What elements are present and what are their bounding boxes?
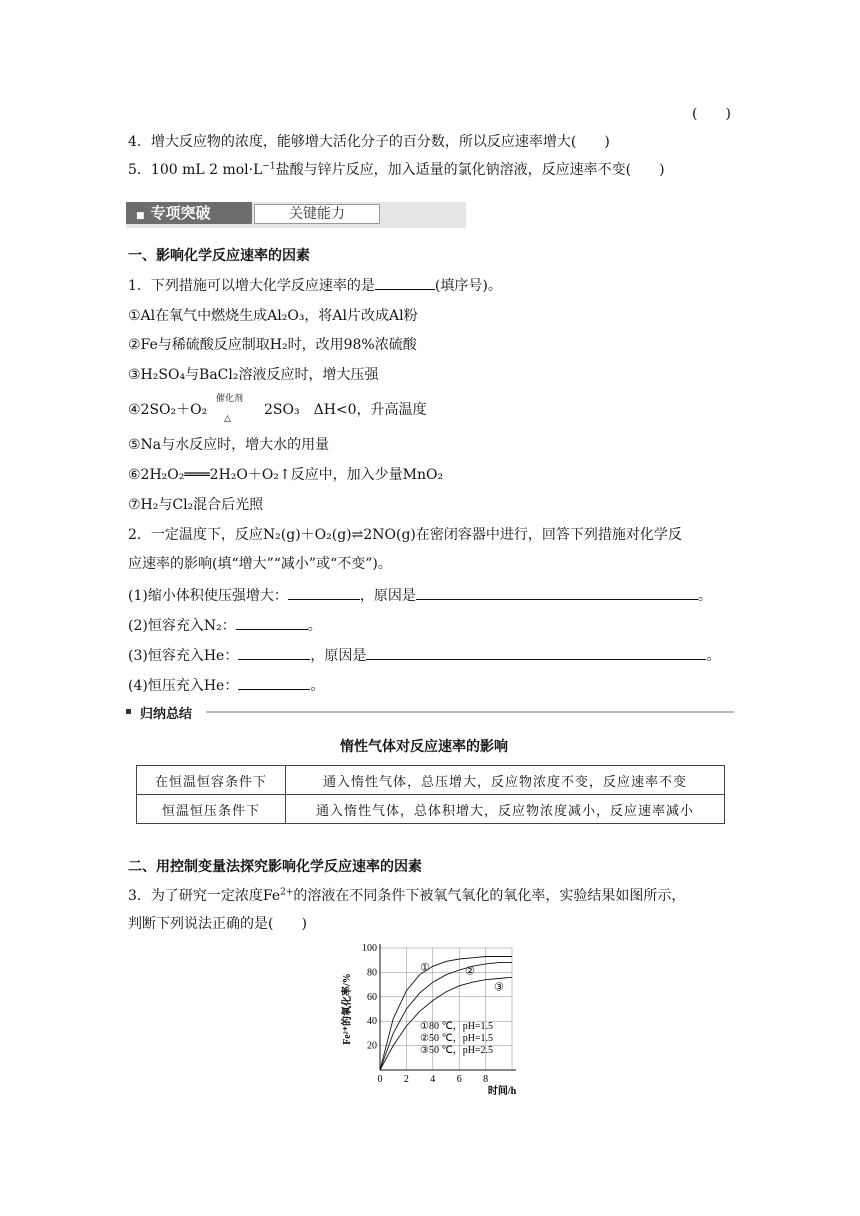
q2-4-text: (4)恒压充入He：	[128, 678, 239, 694]
question-2-4	[128, 675, 324, 696]
option-4-left: ④2SO₂＋O₂	[128, 402, 208, 418]
table-cell: 通入惰性气体，总压增大，反应物浓度不变，反应速率不变	[286, 766, 725, 795]
section-banner	[126, 202, 466, 228]
inert-gas-table	[136, 765, 725, 824]
legend-entry: ③50 ℃，pH=2.5	[420, 1045, 494, 1057]
question-2-line1: 2．一定温度下，反应N₂(g)＋O₂(g)⇌2NO(g)在密闭容器中进行，回答下列措施对化学反	[128, 527, 682, 543]
x-tick-label: 8	[483, 1074, 489, 1085]
q3-rest: 的溶液在不同条件下被氧气氧化的氧化率，实验结果如图所示，	[293, 888, 686, 904]
option-4-heat: △	[224, 414, 231, 424]
q2-4-end: 。	[310, 678, 325, 694]
question-3-line1	[128, 886, 685, 906]
q2-1-text: (1)缩小体积使压强增大：	[128, 588, 288, 604]
q2-3-end: 。	[706, 648, 721, 664]
q2-2-text: (2)恒容充入N₂：	[128, 618, 236, 634]
q2-3-text: (3)恒容充入He：	[128, 648, 239, 664]
q2-1-blank-a[interactable]	[288, 585, 360, 600]
question-5-sup: −1	[262, 161, 276, 172]
summary-rule	[206, 711, 734, 713]
y-tick-label: 100	[362, 943, 377, 954]
q2-4-blank[interactable]	[238, 675, 310, 690]
section1-heading: 一、影响化学反应速率的因素	[128, 248, 310, 264]
table-cell: 通入惰性气体，总体积增大，反应物浓度减小，反应速率减小	[286, 795, 725, 824]
summary-label: 归纳总结	[140, 707, 193, 722]
x-tick-label: 4	[430, 1074, 436, 1085]
x-tick-label: 6	[456, 1074, 462, 1085]
section2-heading: 二、用控制变量法探究影响化学反应速率的因素	[128, 859, 422, 875]
option-5: ⑤Na与水反应时，增大水的用量	[128, 437, 330, 453]
table-cell: 恒温恒压条件下	[137, 795, 286, 824]
option-1: ①Al在氧气中燃烧生成Al₂O₃，将Al片改成Al粉	[128, 308, 418, 324]
x-tick-label: 0	[377, 1074, 383, 1085]
question-2-3	[128, 645, 720, 666]
q2-3-mid: ，原因是	[310, 648, 367, 664]
legend-entry: ①80 ℃，pH=1.5	[420, 1021, 494, 1033]
banner-dark-tab	[126, 202, 252, 224]
x-axis-label: 时间/h	[487, 1086, 517, 1095]
banner-light-label: 关键能力	[254, 204, 380, 224]
q2-2-blank[interactable]	[236, 615, 308, 630]
summary-bar	[126, 704, 734, 720]
y-axis-label: Fe²⁺的氧化率/%	[342, 973, 353, 1045]
question-2-2	[128, 615, 322, 636]
option-6: ⑥2H₂O₂═══2H₂O＋O₂↑反应中，加入少量MnO₂	[128, 467, 444, 483]
question-1	[128, 275, 502, 296]
q2-3-blank-b[interactable]	[366, 645, 706, 660]
y-tick-label: 60	[367, 991, 377, 1003]
q2-3-blank-a[interactable]	[238, 645, 310, 660]
option-4-right: 2SO₃ ΔH<0，升高温度	[264, 402, 427, 418]
q3-text: 3．为了研究一定浓度Fe	[128, 888, 281, 904]
q2-1-blank-b[interactable]	[416, 585, 698, 600]
legend-entry: ②50 ℃，pH=1.5	[420, 1033, 494, 1045]
option-7: ⑦H₂与Cl₂混合后光照	[128, 497, 264, 513]
y-tick-label: 20	[367, 1040, 377, 1052]
question-4: 4．增大反应物的浓度，能够增大活化分子的百分数，所以反应速率增大( )	[128, 134, 610, 150]
question-5-text: 5．100 mL 2 mol·L	[128, 162, 263, 178]
table-row	[137, 795, 725, 824]
option-3: ③H₂SO₄与BaCl₂溶液反应时，增大压强	[128, 367, 379, 383]
table-title: 惰性气体对反应速率的影响	[340, 739, 508, 755]
question-3-line2: 判断下列说法正确的是( )	[128, 916, 307, 932]
question-5	[128, 160, 665, 180]
q2-2-end: 。	[307, 618, 322, 634]
question-2-line2: 应速率的影响(填“增大”“减小”或“不变”)。	[128, 556, 392, 572]
y-tick-label: 40	[367, 1016, 377, 1028]
table-row	[137, 766, 725, 795]
series-marker: ③	[493, 980, 504, 994]
banner-bullet: ■	[136, 211, 145, 221]
q1-suffix: (填序号)。	[434, 278, 502, 294]
oxidation-rate-chart	[336, 940, 526, 1095]
series-marker: ②	[464, 964, 475, 978]
option-4-catalyst: 催化剂	[216, 394, 244, 404]
question-2-1	[128, 585, 712, 606]
question-5-rest: 盐酸与锌片反应，加入适量的氯化钠溶液，反应速率不变( )	[275, 162, 665, 178]
bracket-q3-prev: ( )	[692, 106, 731, 122]
y-tick-label: 80	[367, 967, 377, 979]
x-tick-label: 2	[403, 1074, 409, 1085]
q2-1-end: 。	[697, 588, 712, 604]
table-cell: 在恒温恒容条件下	[137, 766, 286, 795]
option-2: ②Fe与稀硫酸反应制取H₂时，改用98%浓硫酸	[128, 337, 417, 353]
banner-dark-label: 专项突破	[150, 204, 211, 222]
series-marker: ①	[419, 960, 430, 974]
q3-sup: 2+	[280, 887, 294, 898]
q2-1-mid: ，原因是	[359, 588, 416, 604]
summary-square-icon	[126, 709, 131, 714]
q1-blank[interactable]	[375, 275, 435, 290]
q1-text: 1．下列措施可以增大化学反应速率的是	[128, 278, 375, 294]
